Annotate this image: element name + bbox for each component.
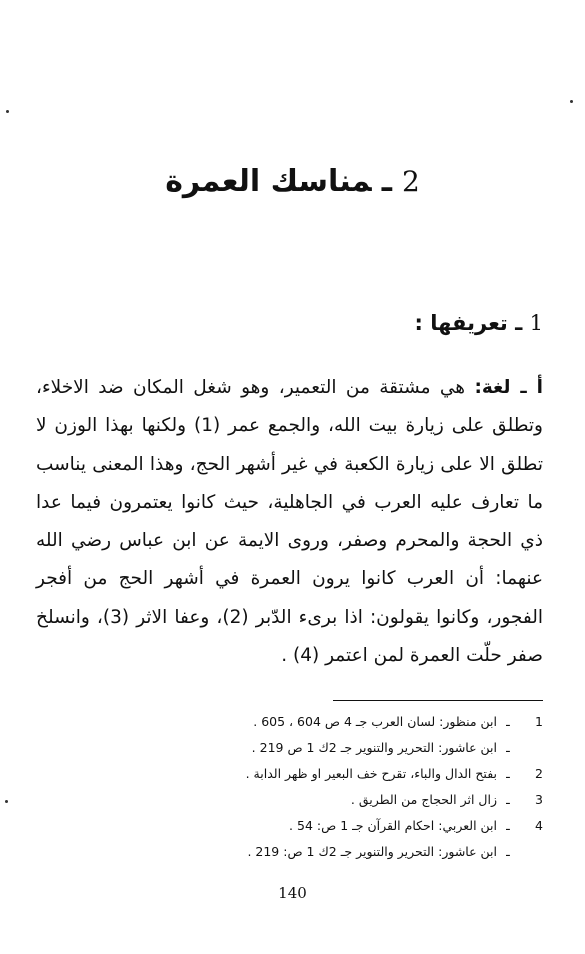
scan-speck [6, 110, 9, 113]
footnote-dash: ـ [506, 817, 510, 833]
footnote-text: ابن العربي: احكام القرآن جـ 1 ص: 54 . [289, 817, 497, 833]
footnote-text: ابن عاشور: التحرير والتنوير جـ 2ك 1 ص 219 . [251, 739, 497, 755]
footnote-ref: (4) [292, 645, 320, 667]
footnote-dash: ـ [506, 765, 510, 781]
footnote [160, 760, 543, 786]
footnote-separator [333, 700, 543, 701]
footnote [160, 786, 543, 812]
paragraph-text: ولكنها بهذا الوزن لا تطلق الا على زيارة الكعبة في غير أشهر الحج، وهذا المعنى يناسب ما تعارف عليه العرب في الجاهلية، حيث كانوا يعتمرون فيما عدا ذي الحجة والمحرم وصفر، وروى الايمة عن ابن عباس رضي الله عنهما: أن العرب كانوا يرون العمرة في أشهر الحج من أفجر الفجور، وكانوا يقولون: اذا برىء الدّبر [36, 415, 543, 628]
footnote-text: بفتح الدال والباء، تقرح خف البعير او ظهر الدابة . [245, 765, 497, 781]
footnotes [160, 708, 543, 864]
footnote [160, 812, 543, 838]
footnote-number: 4 [535, 817, 543, 833]
footnote-number: 1 [535, 713, 543, 729]
paragraph-text: ، وعفا الاثر [136, 606, 223, 628]
footnote-text: ابن منظور: لسان العرب جـ 4 ص 604 ، 605 . [253, 713, 497, 729]
footnote-dash: ـ [506, 713, 510, 729]
footnote [160, 734, 543, 760]
footnote-text: زال اثر الحجاج من الطريق . [350, 791, 497, 807]
footnote-number: 2 [535, 765, 543, 781]
section-heading [60, 305, 543, 341]
footnote-ref: (2) [222, 606, 249, 628]
page-number: 140 [278, 884, 307, 902]
paragraph-lead: أ ـ لغة: [474, 377, 543, 398]
footnote [160, 838, 543, 864]
footnote-dash: ـ [506, 791, 510, 807]
paragraph-text: هي مشتقة من التعمير، وهو شغل المكان ضد الاخلاء، وتطلق على زيارة بيت الله، والجمع عمر [36, 377, 543, 437]
chapter-number: 2 [401, 165, 420, 198]
chapter-dash: ـ [381, 164, 392, 199]
paragraph-text: ، وانسلخ صفر حلّت العمرة لمن اعتمر [36, 606, 543, 667]
footnote-dash: ـ [506, 739, 510, 755]
scan-speck [570, 100, 573, 103]
footnote [160, 708, 543, 734]
footnote-ref: (3) [102, 606, 130, 628]
section-number: 1 [529, 311, 543, 335]
footnote-text: ابن عاشور: التحرير والتنوير جـ 2ك 1 ص: 219 . [247, 843, 497, 859]
footnote-ref: (1) [194, 415, 221, 437]
paragraph-text: . [281, 645, 293, 667]
scan-speck [5, 800, 8, 803]
main-paragraph [36, 369, 543, 675]
section-dash: ـ [515, 311, 523, 335]
chapter-title [60, 160, 525, 204]
footnote-dash: ـ [506, 843, 510, 859]
chapter-title-text: مناسك العمرة [165, 164, 372, 199]
section-title: تعريفها : [414, 311, 508, 335]
footnote-number: 3 [535, 791, 543, 807]
